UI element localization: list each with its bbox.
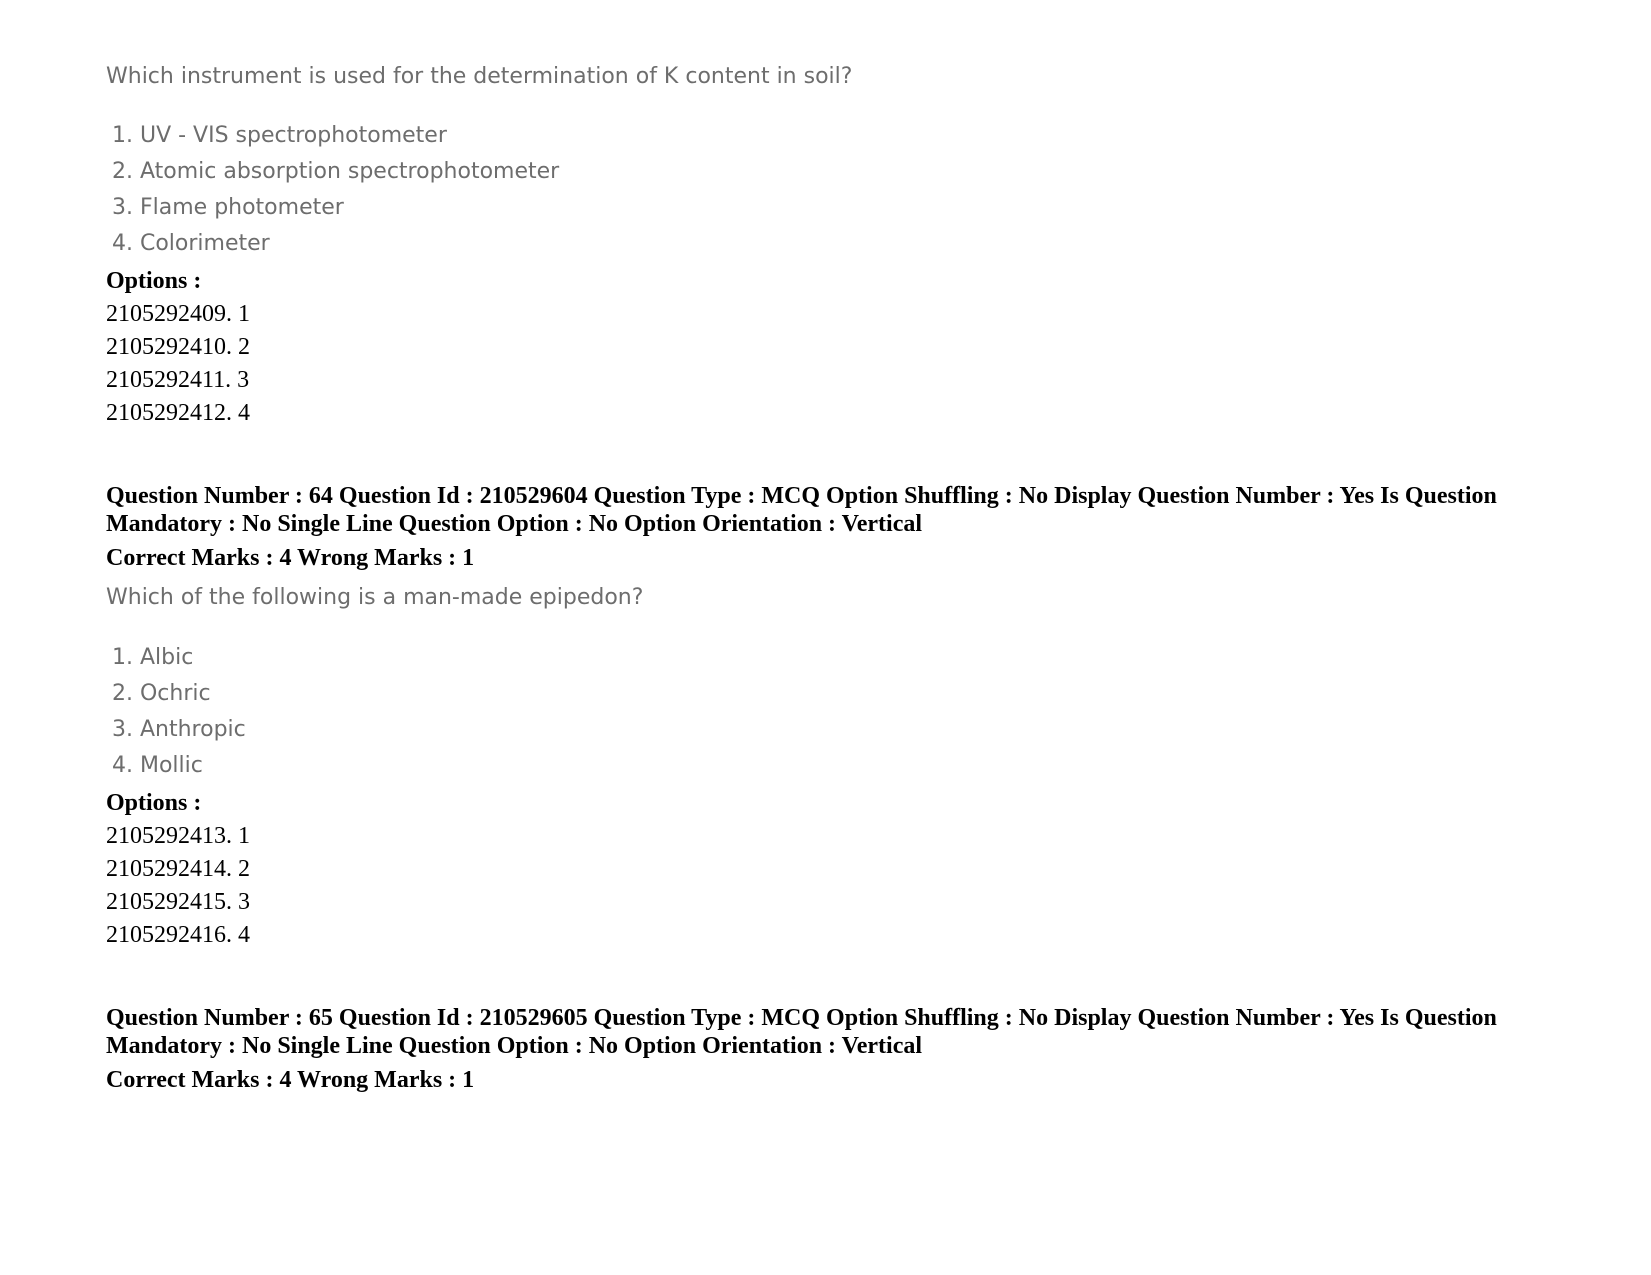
question-63-option-id-4: 2105292412. 4 (106, 400, 250, 426)
question-64-choice-3: 3. Anthropic (112, 717, 246, 742)
question-64-meta: Question Number : 64 Question Id : 210529604 Question Type : MCQ Option Shuffling : No Display Question Number : Yes Is Question Mandatory : No Single Line Question Option : No Option Orientation : Vertical (106, 483, 1497, 537)
question-64-text: Which of the following is a man-made epipedon? (106, 585, 644, 610)
question-64-choice-4: 4. Mollic (112, 753, 203, 778)
question-64-choice-1: 1. Albic (112, 645, 194, 670)
question-64-marks: Correct Marks : 4 Wrong Marks : 1 (106, 545, 475, 571)
question-63-option-id-2: 2105292410. 2 (106, 334, 250, 360)
question-63-option-id-3: 2105292411. 3 (106, 367, 250, 393)
question-64-option-id-1: 2105292413. 1 (106, 823, 250, 849)
question-64-option-id-4: 2105292416. 4 (106, 922, 250, 948)
question-64-options-label: Options : (106, 790, 202, 816)
question-63-choice-3: 3. Flame photometer (112, 195, 344, 220)
question-63-text: Which instrument is used for the determination of K content in soil? (106, 64, 853, 89)
question-63-choice-1: 1. UV - VIS spectrophotometer (112, 123, 447, 148)
question-64-option-id-3: 2105292415. 3 (106, 889, 250, 915)
question-63-choice-4: 4. Colorimeter (112, 231, 270, 256)
question-65-meta: Question Number : 65 Question Id : 210529605 Question Type : MCQ Option Shuffling : No Display Question Number : Yes Is Question Mandatory : No Single Line Question Option : No Option Orientation : Vertical (106, 1005, 1497, 1059)
question-63-choice-2: 2. Atomic absorption spectrophotometer (112, 159, 560, 184)
question-63-option-id-1: 2105292409. 1 (106, 301, 250, 327)
question-64-option-id-2: 2105292414. 2 (106, 856, 250, 882)
question-63-options-label: Options : (106, 268, 202, 294)
question-65-marks: Correct Marks : 4 Wrong Marks : 1 (106, 1067, 475, 1093)
question-64-choice-2: 2. Ochric (112, 681, 211, 706)
